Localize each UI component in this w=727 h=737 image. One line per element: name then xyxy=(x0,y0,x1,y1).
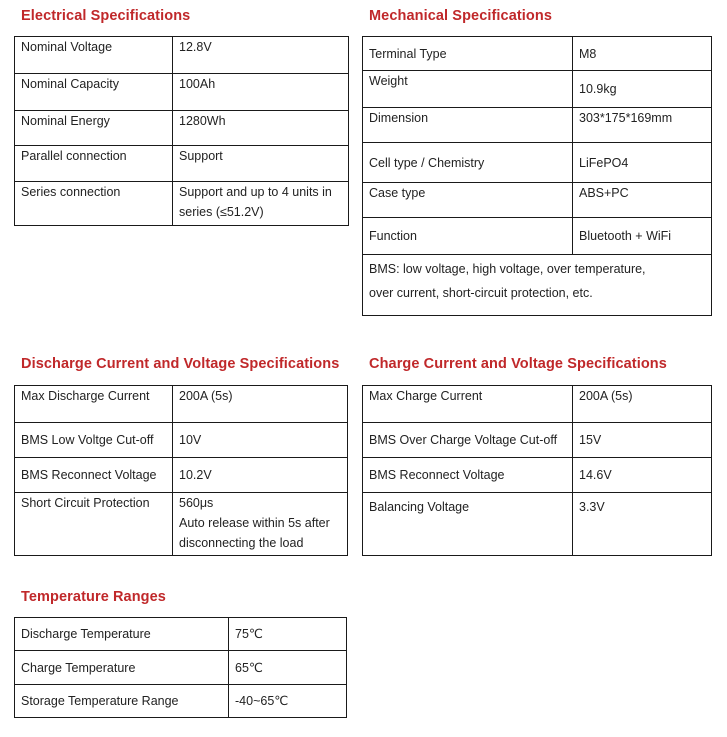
spec-label: Nominal Energy xyxy=(15,111,173,146)
spec-value: 14.6V xyxy=(573,458,712,493)
spec-label: Cell type / Chemistry xyxy=(363,143,573,183)
spec-value: 200A (5s) xyxy=(173,386,348,423)
spec-value: 12.8V xyxy=(173,37,349,74)
table-row xyxy=(363,218,712,255)
table-row xyxy=(15,111,349,146)
temperature-ranges-table xyxy=(14,617,347,718)
spec-value xyxy=(573,493,712,556)
table-row xyxy=(363,423,712,458)
spec-value: LiFePO4 xyxy=(573,143,712,183)
table-row xyxy=(363,493,712,556)
bms-note xyxy=(363,255,712,316)
spec-value: 75℃ xyxy=(229,618,347,651)
discharge-specifications-heading: Discharge Current and Voltage Specifications xyxy=(21,356,340,372)
spec-value-text: 3.3V xyxy=(579,500,605,514)
table-row xyxy=(363,108,712,143)
table-row xyxy=(15,37,349,74)
table-row xyxy=(363,71,712,108)
spec-value: 1280Wh xyxy=(173,111,349,146)
table-row xyxy=(15,458,348,493)
charge-specifications-heading: Charge Current and Voltage Specifications xyxy=(369,356,667,372)
spec-value: 100Ah xyxy=(173,74,349,111)
table-row xyxy=(15,74,349,111)
spec-label: Weight xyxy=(363,71,573,108)
spec-label: Storage Temperature Range xyxy=(15,685,229,718)
spec-value: 10V xyxy=(173,423,348,458)
spec-value: 65℃ xyxy=(229,651,347,685)
mechanical-specifications-table xyxy=(362,36,712,316)
mechanical-specifications-heading: Mechanical Specifications xyxy=(369,8,553,24)
spec-value: ABS+PC xyxy=(573,183,712,218)
spec-label: Series connection xyxy=(15,182,173,226)
spec-value-line: Support and up to 4 units in xyxy=(179,185,332,199)
bms-note-line: BMS: low voltage, high voltage, over temperature, xyxy=(369,262,646,276)
spec-label: BMS Over Charge Voltage Cut-off xyxy=(363,423,573,458)
spec-label-text: Balancing Voltage xyxy=(369,500,470,514)
spec-label: BMS Reconnect Voltage xyxy=(15,458,173,493)
spec-label: Function xyxy=(363,218,573,255)
spec-value xyxy=(173,493,348,556)
spec-label: BMS Reconnect Voltage xyxy=(363,458,573,493)
spec-label: Nominal Voltage xyxy=(15,37,173,74)
spec-value: 303*175*169mm xyxy=(573,108,712,143)
electrical-specifications-heading: Electrical Specifications xyxy=(21,8,191,24)
spec-label: Short Circuit Protection xyxy=(15,493,173,556)
spec-value-line: disconnecting the load xyxy=(179,536,304,550)
table-row xyxy=(15,423,348,458)
spec-label: Max Charge Current xyxy=(363,386,573,423)
temperature-ranges-heading: Temperature Ranges xyxy=(21,589,166,605)
table-row xyxy=(15,386,348,423)
spec-label: Max Discharge Current xyxy=(15,386,173,423)
table-row xyxy=(15,182,349,226)
spec-value-line: Auto release within 5s after xyxy=(179,516,330,530)
spec-label: Nominal Capacity xyxy=(15,74,173,111)
spec-value: M8 xyxy=(573,37,712,71)
table-row xyxy=(15,685,347,718)
spec-value: Bluetooth + WiFi xyxy=(573,218,712,255)
spec-value xyxy=(173,182,349,226)
spec-label xyxy=(363,493,573,556)
spec-value: -40~65℃ xyxy=(229,685,347,718)
spec-value: Support xyxy=(173,146,349,182)
table-row xyxy=(363,183,712,218)
spec-label: BMS Low Voltge Cut-off xyxy=(15,423,173,458)
spec-value-line: 560μs xyxy=(179,496,214,510)
table-row xyxy=(15,618,347,651)
table-row xyxy=(15,493,348,556)
spec-label: Parallel connection xyxy=(15,146,173,182)
spec-value: 200A (5s) xyxy=(573,386,712,423)
spec-label: Case type xyxy=(363,183,573,218)
table-row xyxy=(363,37,712,71)
table-row xyxy=(363,255,712,316)
bms-note-line: over current, short-circuit protection, etc. xyxy=(369,286,593,300)
spec-label: Terminal Type xyxy=(363,37,573,71)
electrical-specifications-table xyxy=(14,36,349,226)
table-row xyxy=(15,146,349,182)
discharge-specifications-table xyxy=(14,385,348,556)
spec-label: Dimension xyxy=(363,108,573,143)
spec-value: 15V xyxy=(573,423,712,458)
spec-value: 10.9kg xyxy=(573,71,712,108)
table-row xyxy=(363,143,712,183)
charge-specifications-table xyxy=(362,385,712,556)
spec-label: Charge Temperature xyxy=(15,651,229,685)
spec-value-line: series (≤51.2V) xyxy=(179,205,264,219)
table-row xyxy=(363,386,712,423)
table-row xyxy=(363,458,712,493)
table-row xyxy=(15,651,347,685)
spec-label: Discharge Temperature xyxy=(15,618,229,651)
spec-value: 10.2V xyxy=(173,458,348,493)
